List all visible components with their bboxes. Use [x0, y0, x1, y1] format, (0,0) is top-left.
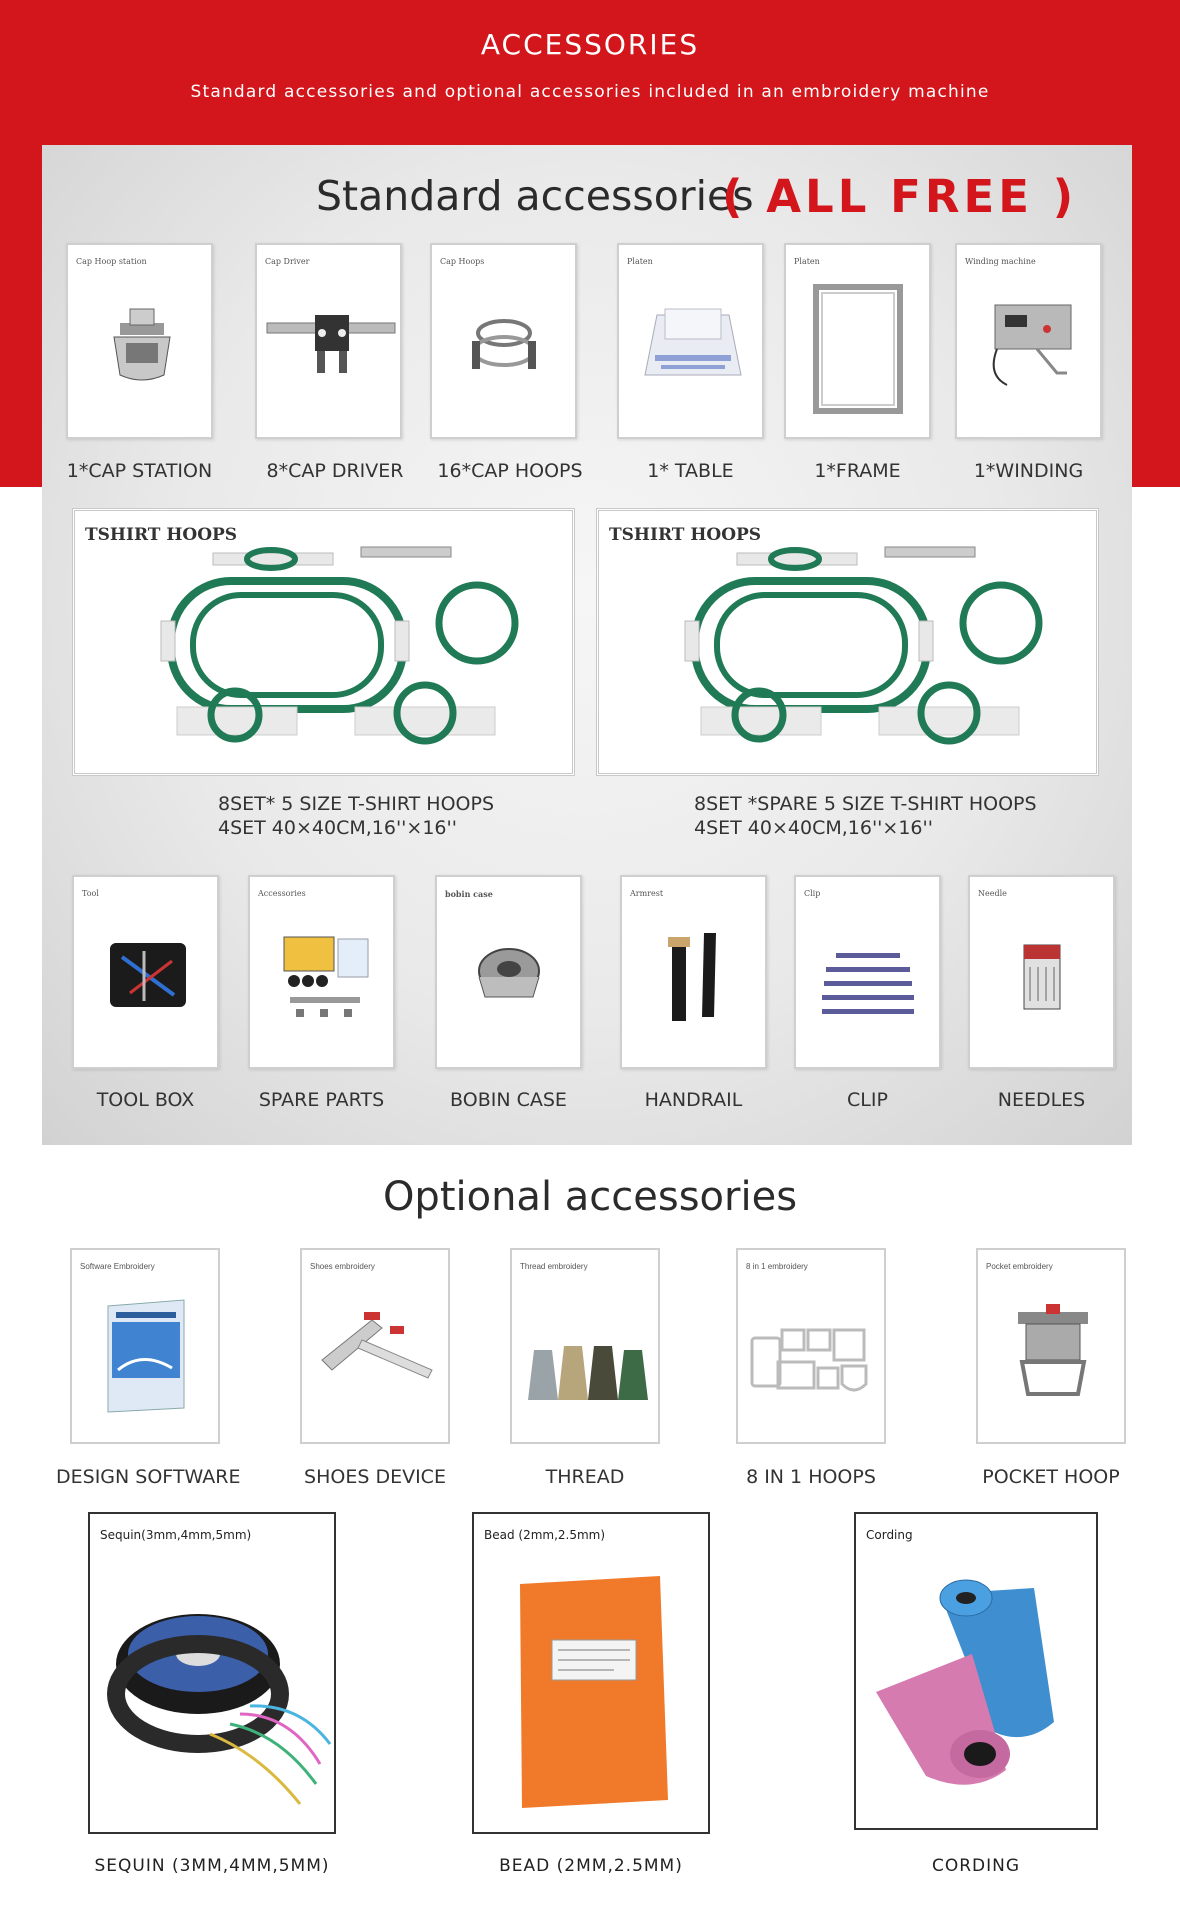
card-cap-station	[66, 243, 213, 439]
hoops-1-line1: 8SET* 5 SIZE T-SHIRT HOOPS	[218, 793, 495, 815]
label-bead: BEAD (2MM,2.5MM)	[499, 1856, 683, 1876]
card-thread	[510, 1248, 660, 1444]
cap-driver-icon	[257, 245, 404, 441]
optional-accessories-title: Optional accessories	[382, 1174, 798, 1220]
card-tag: 8 in 1 embroidery	[746, 1262, 808, 1271]
card-tag: Platen	[794, 257, 820, 266]
tool-box-icon	[74, 877, 221, 1071]
card-tag: Cording	[866, 1528, 913, 1542]
label-cap-station: 1*CAP STATION	[66, 460, 213, 482]
card-handrail	[620, 875, 767, 1069]
label-design-software: DESIGN SOFTWARE	[56, 1466, 241, 1488]
handrail-icon	[622, 877, 769, 1071]
label-needles: NEEDLES	[997, 1089, 1086, 1111]
card-tag: Cap Hoop station	[76, 257, 147, 266]
hoops-2-line1: 8SET *SPARE 5 SIZE T-SHIRT HOOPS	[694, 793, 1037, 815]
card-tag: TSHIRT HOOPS	[609, 525, 762, 545]
label-tool-box: TOOL BOX	[96, 1089, 195, 1111]
card-tag: Accessories	[258, 889, 306, 898]
bead-bag-icon	[474, 1514, 712, 1836]
spare-parts-icon	[250, 877, 397, 1071]
card-needles	[968, 875, 1115, 1069]
card-tag: Tool	[82, 889, 99, 898]
label-frame: 1*FRAME	[814, 460, 901, 482]
card-tag: Needle	[978, 889, 1007, 898]
card-sequin	[88, 1512, 336, 1834]
label-handrail: HANDRAIL	[644, 1089, 743, 1111]
cap-station-icon	[68, 245, 215, 441]
card-shoes-device	[300, 1248, 450, 1444]
card-table	[617, 243, 764, 439]
cap-hoops-icon	[432, 245, 579, 441]
label-cap-driver: 8*CAP DRIVER	[266, 460, 404, 482]
eight-in-one-hoops-icon	[738, 1250, 888, 1446]
card-winding	[955, 243, 1102, 439]
all-free-badge: ( ALL FREE )	[722, 170, 1078, 223]
card-design-software	[70, 1248, 220, 1444]
card-pocket-hoop	[976, 1248, 1126, 1444]
card-cap-driver	[255, 243, 402, 439]
hoops-2-line2: 4SET 40×40CM,16''×16''	[694, 817, 933, 839]
card-tag: Winding machine	[965, 257, 1036, 266]
card-tshirt-hoops-1	[72, 508, 575, 776]
label-pocket-hoop: POCKET HOOP	[982, 1466, 1120, 1488]
label-cording: CORDING	[931, 1856, 1021, 1876]
label-8-in-1-hoops: 8 IN 1 HOOPS	[746, 1466, 876, 1488]
label-table: 1* TABLE	[647, 460, 734, 482]
card-tag: Sequin(3mm,4mm,5mm)	[100, 1528, 252, 1542]
label-thread: THREAD	[545, 1466, 625, 1488]
card-tool-box	[72, 875, 219, 1069]
sequin-reel-icon	[90, 1514, 338, 1836]
card-tag: Pocket embroidery	[986, 1262, 1053, 1271]
page-title: ACCESSORIES	[480, 28, 700, 61]
card-tag: Clip	[804, 889, 821, 898]
label-winding: 1*WINDING	[973, 460, 1084, 482]
card-tag: Thread embroidery	[520, 1262, 588, 1271]
card-frame	[784, 243, 931, 439]
card-tag: bobin case	[445, 889, 493, 899]
card-tshirt-hoops-2	[596, 508, 1099, 776]
card-tag: Cap Hoops	[440, 257, 485, 266]
card-tag: TSHIRT HOOPS	[85, 525, 238, 545]
table-icon	[619, 245, 766, 441]
card-tag: Cap Driver	[265, 257, 310, 266]
card-tag: Armrest	[630, 889, 664, 898]
bobbin-case-icon	[437, 877, 584, 1071]
tshirt-hoops-icon	[75, 511, 578, 779]
card-tag: Bead (2mm,2.5mm)	[484, 1528, 606, 1542]
tshirt-hoops-icon	[599, 511, 1102, 779]
label-bobin-case: BOBIN CASE	[450, 1089, 567, 1111]
label-sequin: SEQUIN (3MM,4MM,5MM)	[94, 1856, 330, 1876]
card-cording	[854, 1512, 1098, 1830]
card-clip	[794, 875, 941, 1069]
standard-accessories-title: Standard accessories	[316, 172, 754, 220]
frame-icon	[786, 245, 933, 441]
shoes-device-icon	[302, 1250, 452, 1446]
clip-icon	[796, 877, 943, 1071]
thread-spools-icon	[512, 1250, 662, 1446]
card-8-in-1-hoops	[736, 1248, 886, 1444]
card-tag: Shoes embroidery	[310, 1262, 375, 1271]
card-tag: Platen	[627, 257, 653, 266]
software-box-icon	[72, 1250, 222, 1446]
card-bead	[472, 1512, 710, 1834]
label-clip: CLIP	[847, 1089, 888, 1111]
label-cap-hoops: 16*CAP HOOPS	[437, 460, 583, 482]
card-bobin-case	[435, 875, 582, 1069]
winding-machine-icon	[957, 245, 1104, 441]
label-shoes-device: SHOES DEVICE	[304, 1466, 446, 1488]
label-spare-parts: SPARE PARTS	[258, 1089, 385, 1111]
cording-spools-icon	[856, 1514, 1100, 1832]
card-tag: Software Embroidery	[80, 1262, 155, 1271]
page-subtitle: Standard accessories and optional accessories included in an embroidery machine	[190, 82, 990, 102]
card-spare-parts	[248, 875, 395, 1069]
needles-icon	[970, 877, 1117, 1071]
card-cap-hoops	[430, 243, 577, 439]
hoops-1-line2: 4SET 40×40CM,16''×16''	[218, 817, 457, 839]
pocket-hoop-icon	[978, 1250, 1128, 1446]
